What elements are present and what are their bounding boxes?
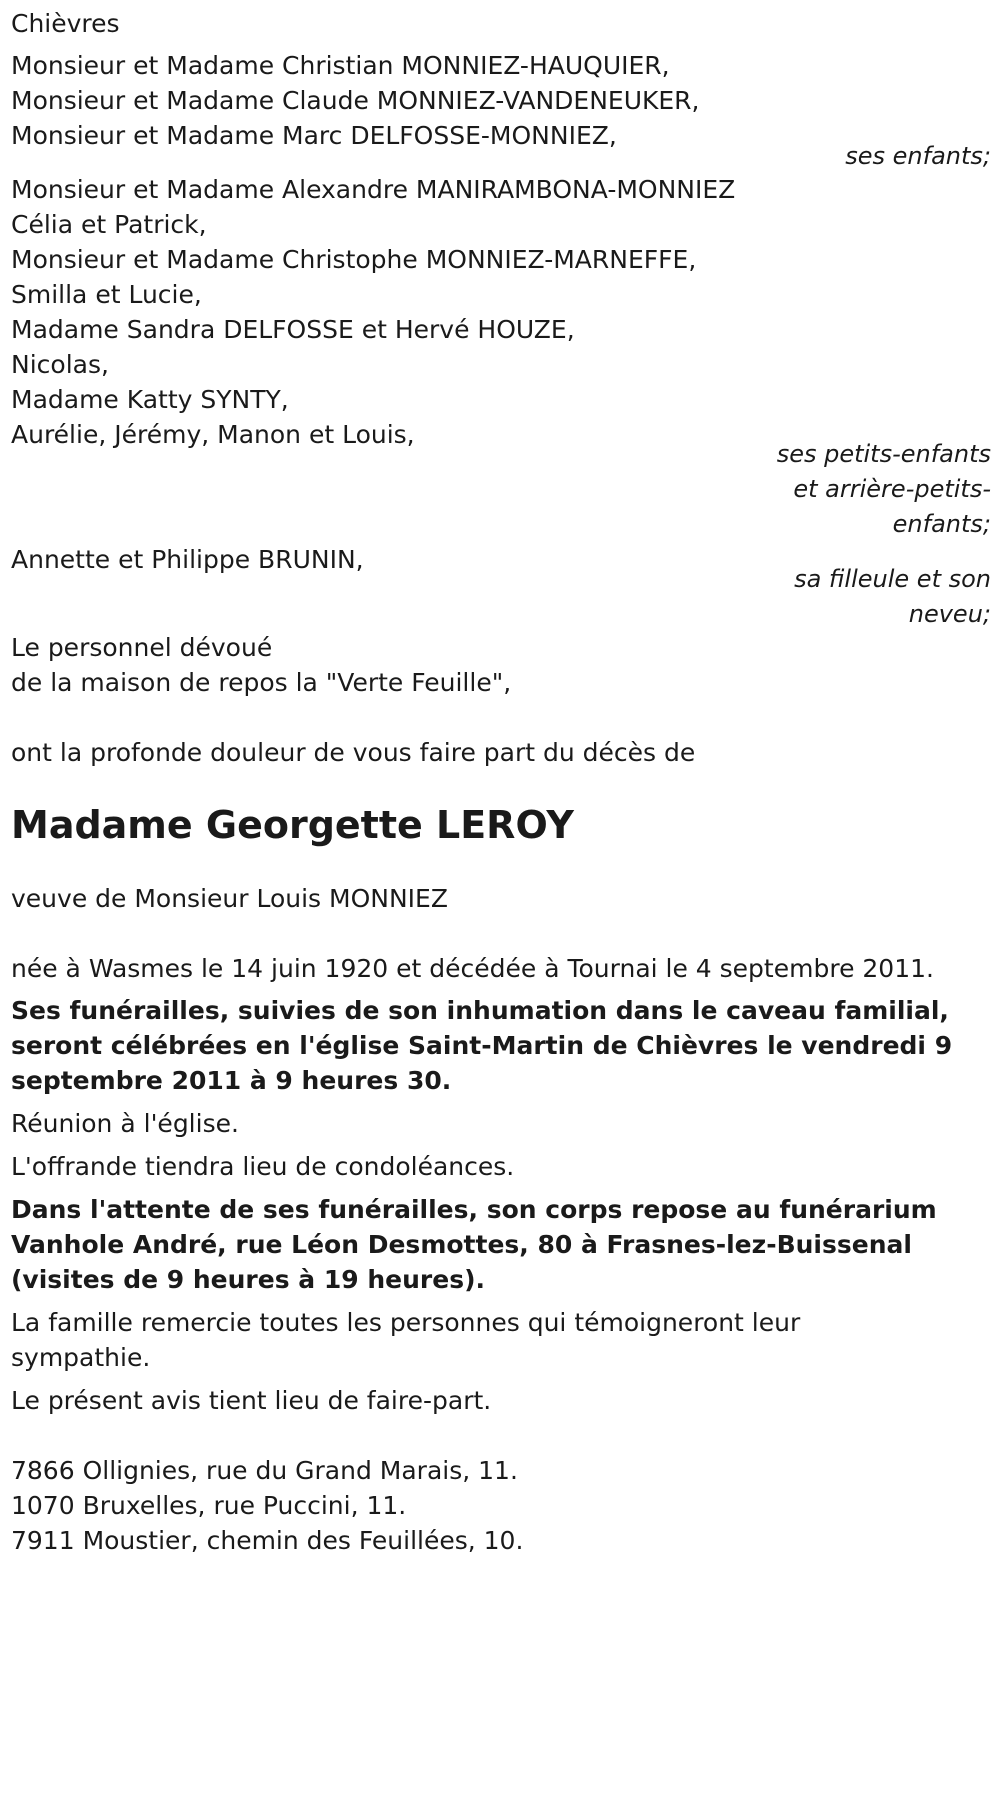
birth-death-dates: née à Wasmes le 14 juin 1920 et décédée à Tournai le 4 septembre 2011. [11, 954, 934, 983]
notice-line: Le présent avis tient lieu de faire-part. [11, 1386, 492, 1415]
staff-line-2: de la maison de repos la "Verte Feuille", [11, 668, 512, 697]
child-line-1: Monsieur et Madame Christian MONNIEZ-HAUQUIER, [11, 51, 670, 80]
address-line-2: 1070 Bruxelles, rue Puccini, 11. [11, 1491, 407, 1520]
widow-of-line: veuve de Monsieur Louis MONNIEZ [11, 884, 448, 913]
child-line-3: Monsieur et Madame Marc DELFOSSE-MONNIEZ, [11, 121, 617, 150]
announcement-text: ont la profonde douleur de vous faire part du décès de [11, 738, 696, 767]
repose-line-2: Vanhole André, rue Léon Desmottes, 80 à Frasnes-lez-Buissenal [11, 1230, 912, 1259]
grandchild-line-1: Monsieur et Madame Alexandre MANIRAMBONA-MONNIEZ [11, 175, 736, 204]
town-name: Chièvres [11, 9, 120, 38]
repose-line-1: Dans l'attente de ses funérailles, son corps repose au funérarium [11, 1195, 937, 1224]
meeting-line: Réunion à l'église. [11, 1109, 239, 1138]
repose-line-3: (visites de 9 heures à 19 heures). [11, 1265, 486, 1294]
goddaughter-role-1: sa filleule et son [794, 565, 991, 593]
goddaughter-line: Annette et Philippe BRUNIN, [11, 545, 364, 574]
thanks-line-1: La famille remercie toutes les personnes qui témoigneront leur [11, 1308, 801, 1337]
address-line-1: 7866 Ollignies, rue du Grand Marais, 11. [11, 1456, 518, 1485]
grandchildren-role-3: enfants; [892, 510, 991, 538]
funeral-service-line-1: Ses funérailles, suivies de son inhumation dans le caveau familial, [11, 996, 949, 1025]
child-line-2: Monsieur et Madame Claude MONNIEZ-VANDENEUKER, [11, 86, 700, 115]
address-line-3: 7911 Moustier, chemin des Feuillées, 10. [11, 1526, 524, 1555]
funeral-service-line-2: seront célébrées en l'église Saint-Martin de Chièvres le vendredi 9 [11, 1031, 953, 1060]
staff-line-1: Le personnel dévoué [11, 633, 273, 662]
grandchild-line-7: Madame Katty SYNTY, [11, 385, 289, 414]
grandchild-line-2: Célia et Patrick, [11, 210, 207, 239]
grandchild-line-4: Smilla et Lucie, [11, 280, 202, 309]
funeral-service-line-3: septembre 2011 à 9 heures 30. [11, 1066, 452, 1095]
goddaughter-role-2: neveu; [908, 600, 991, 628]
grandchildren-role-2: et arrière-petits- [793, 475, 991, 503]
grandchild-line-3: Monsieur et Madame Christophe MONNIEZ-MARNEFFE, [11, 245, 697, 274]
offering-line: L'offrande tiendra lieu de condoléances. [11, 1152, 515, 1181]
thanks-line-2: sympathie. [11, 1343, 151, 1372]
grandchildren-role-1: ses petits-enfants [776, 440, 991, 468]
grandchild-line-6: Nicolas, [11, 350, 109, 379]
children-role: ses enfants; [845, 142, 991, 170]
grandchild-line-8: Aurélie, Jérémy, Manon et Louis, [11, 420, 415, 449]
grandchild-line-5: Madame Sandra DELFOSSE et Hervé HOUZE, [11, 315, 575, 344]
deceased-name: Madame Georgette LEROY [11, 803, 574, 847]
